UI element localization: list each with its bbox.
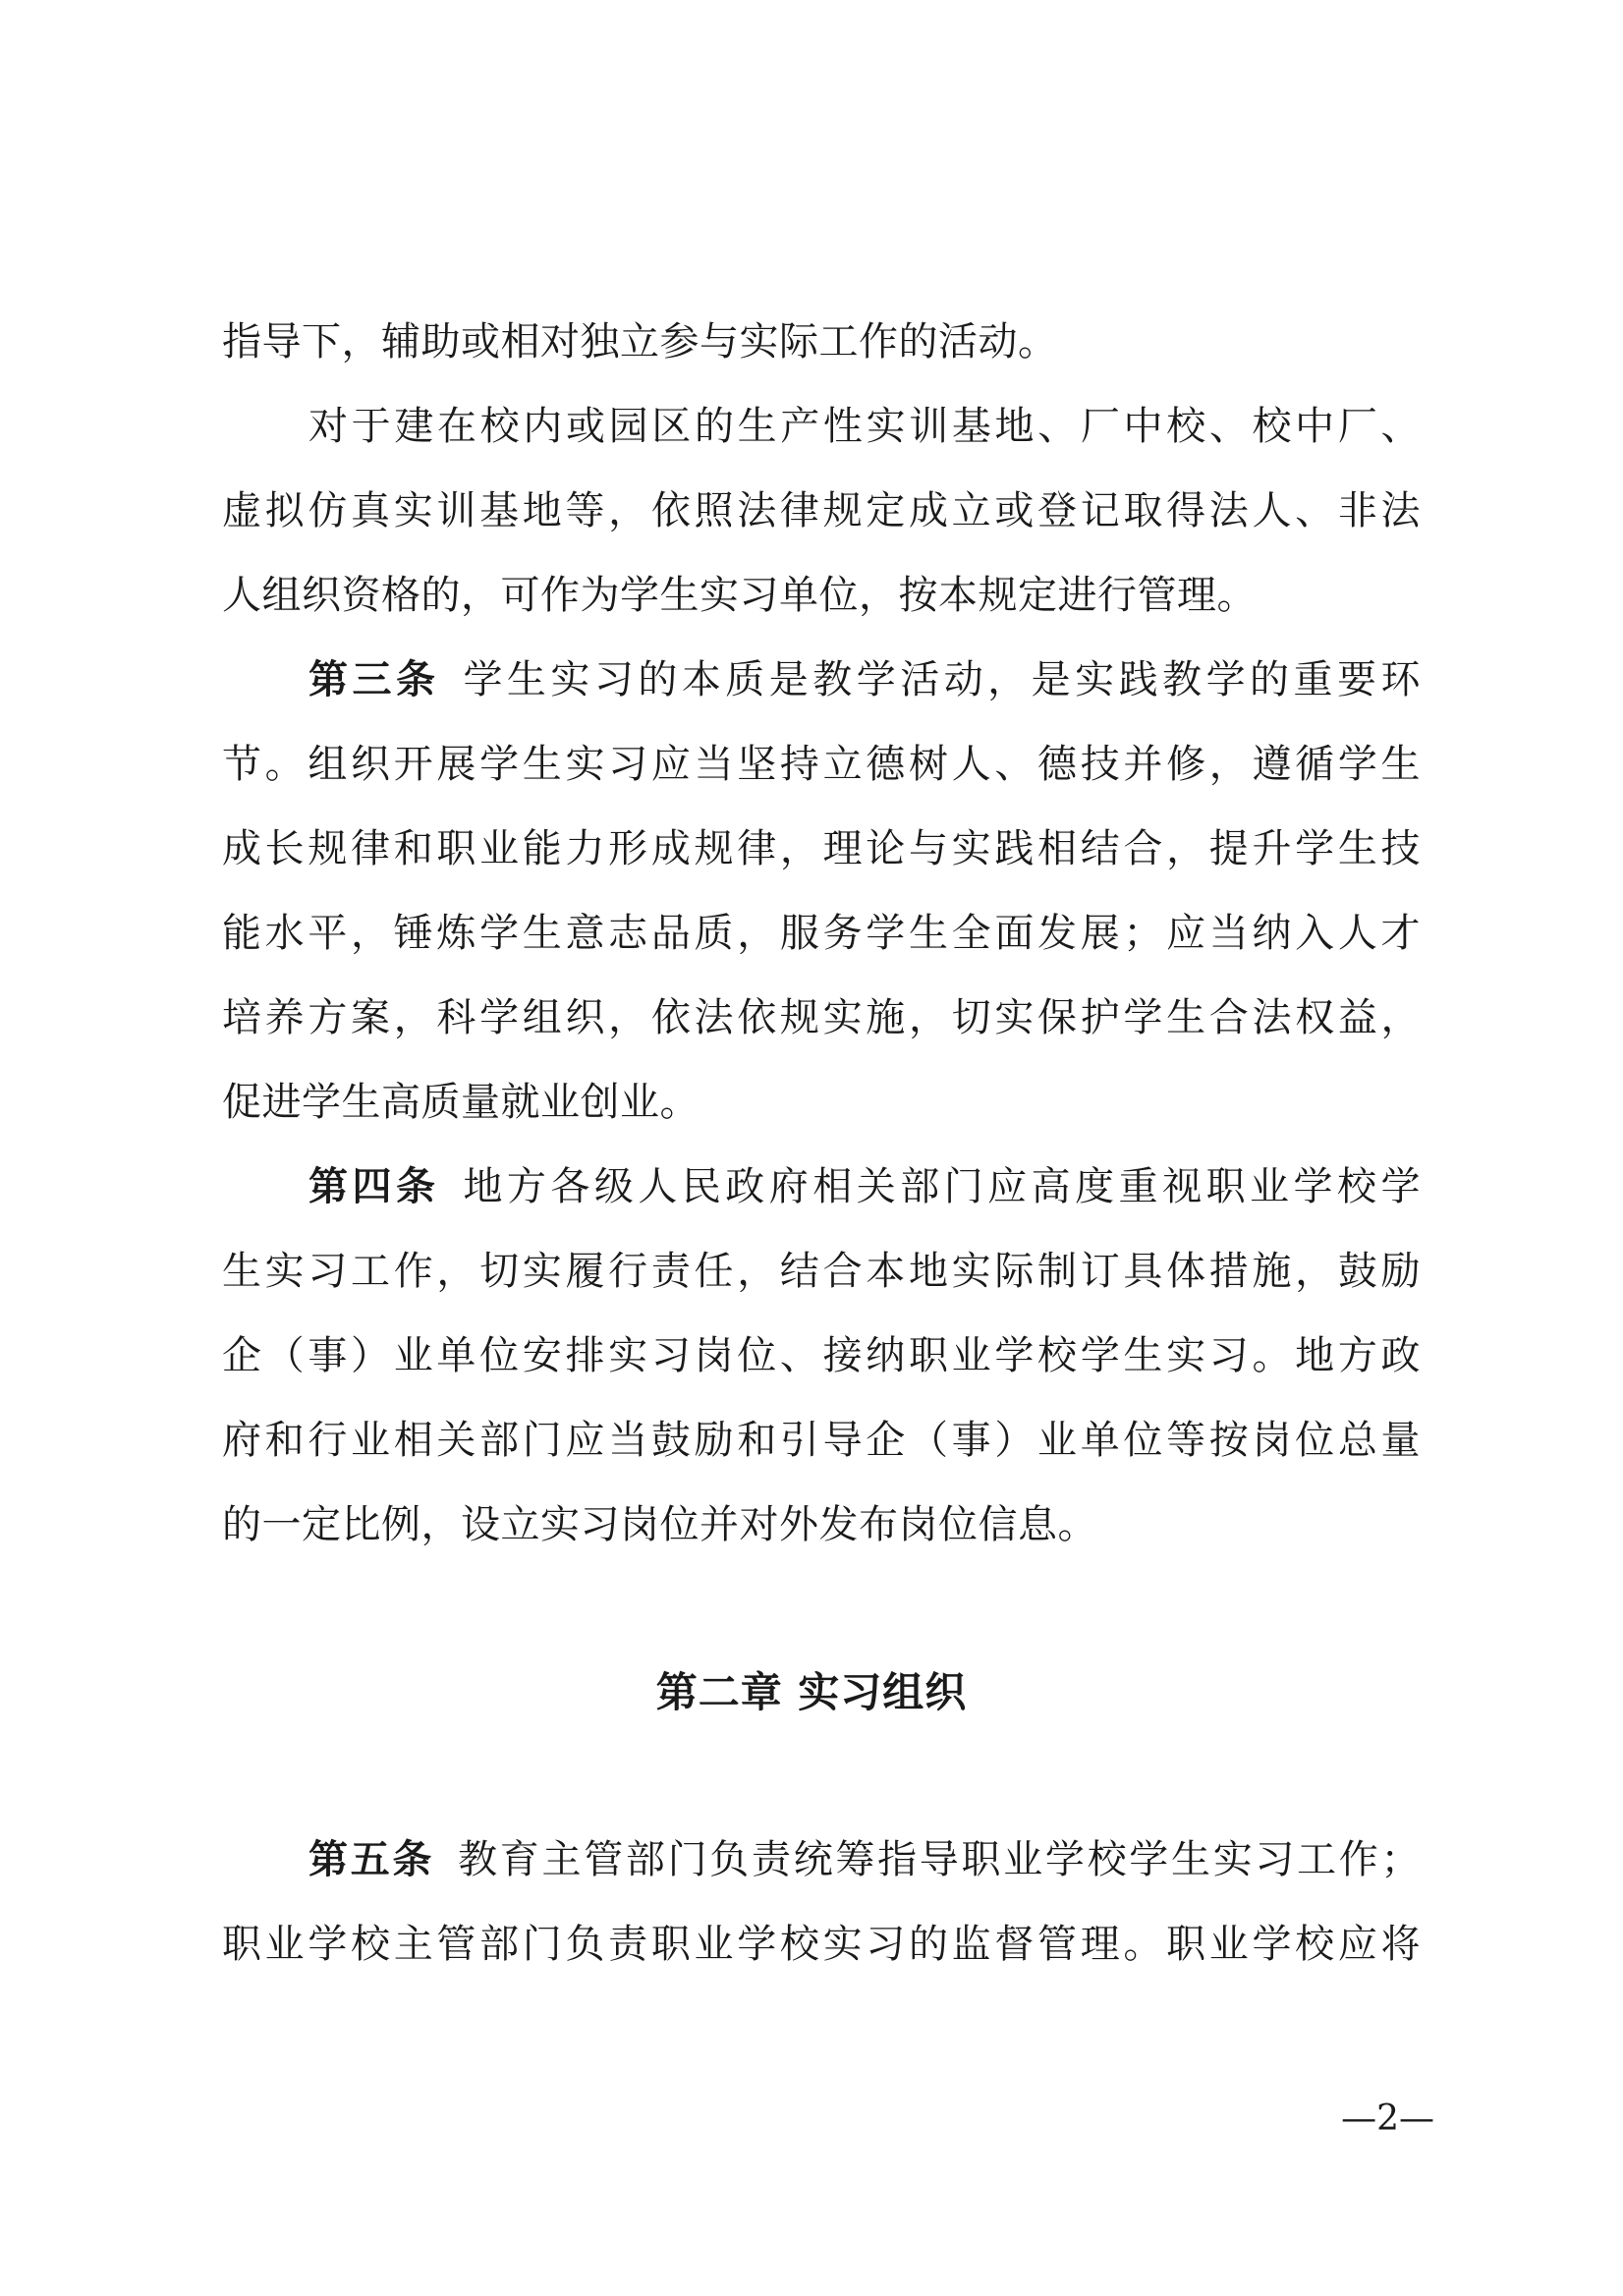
- paragraph-line: 成长规律和职业能力形成规律，理论与实践相结合，提升学生技: [222, 826, 1421, 871]
- paragraph-line: 促进学生高质量就业创业。: [222, 1080, 700, 1125]
- paragraph-line: 虚拟仿真实训基地等，依照法律规定成立或登记取得法人、非法: [222, 488, 1421, 533]
- paragraph-line: 培养方案，科学组织，依法依规实施，切实保护学生合法权益，: [222, 995, 1421, 1040]
- article-4-label: 第四条: [308, 1164, 440, 1209]
- paragraph-line: 指导下，辅助或相对独立参与实际工作的活动。: [222, 319, 1058, 364]
- article-4-first-line: [308, 1157, 1421, 1216]
- article-3-text: 学生实习的本质是教学活动，是实践教学的重要环: [463, 657, 1421, 702]
- paragraph-line: 企（事）业单位安排实习岗位、接纳职业学校学生实习。地方政: [222, 1333, 1421, 1378]
- paragraph-line: 府和行业相关部门应当鼓励和引导企（事）业单位等按岗位总量: [222, 1418, 1421, 1463]
- article-5-text: 教育主管部门负责统筹指导职业学校学生实习工作；: [458, 1837, 1422, 1882]
- paragraph-line: 职业学校主管部门负责职业学校实习的监督管理。职业学校应将: [222, 1922, 1421, 1967]
- page-number: —2—: [1341, 2099, 1434, 2139]
- paragraph-line: 的一定比例，设立实习岗位并对外发布岗位信息。: [222, 1502, 1097, 1547]
- paragraph-line: 节。组织开展学生实习应当坚持立德树人、德技并修，遵循学生: [222, 742, 1421, 787]
- article-4-text: 地方各级人民政府相关部门应高度重视职业学校学: [463, 1164, 1421, 1209]
- paragraph-line: 能水平，锤炼学生意志品质，服务学生全面发展；应当纳入人才: [222, 911, 1421, 956]
- article-3-first-line: [308, 650, 1421, 709]
- article-3-label: 第三条: [308, 657, 440, 702]
- paragraph-line: 人组织资格的，可作为学生实习单位，按本规定进行管理。: [222, 573, 1257, 618]
- paragraph-line: 生实习工作，切实履行责任，结合本地实际制订具体措施，鼓励: [222, 1249, 1421, 1294]
- paragraph-line: 对于建在校内或园区的生产性实训基地、厂中校、校中厂、: [308, 404, 1421, 449]
- article-5-first-line: [308, 1830, 1421, 1889]
- article-5-label: 第五条: [308, 1837, 435, 1882]
- chapter-heading: 第二章 实习组织: [655, 1668, 968, 1716]
